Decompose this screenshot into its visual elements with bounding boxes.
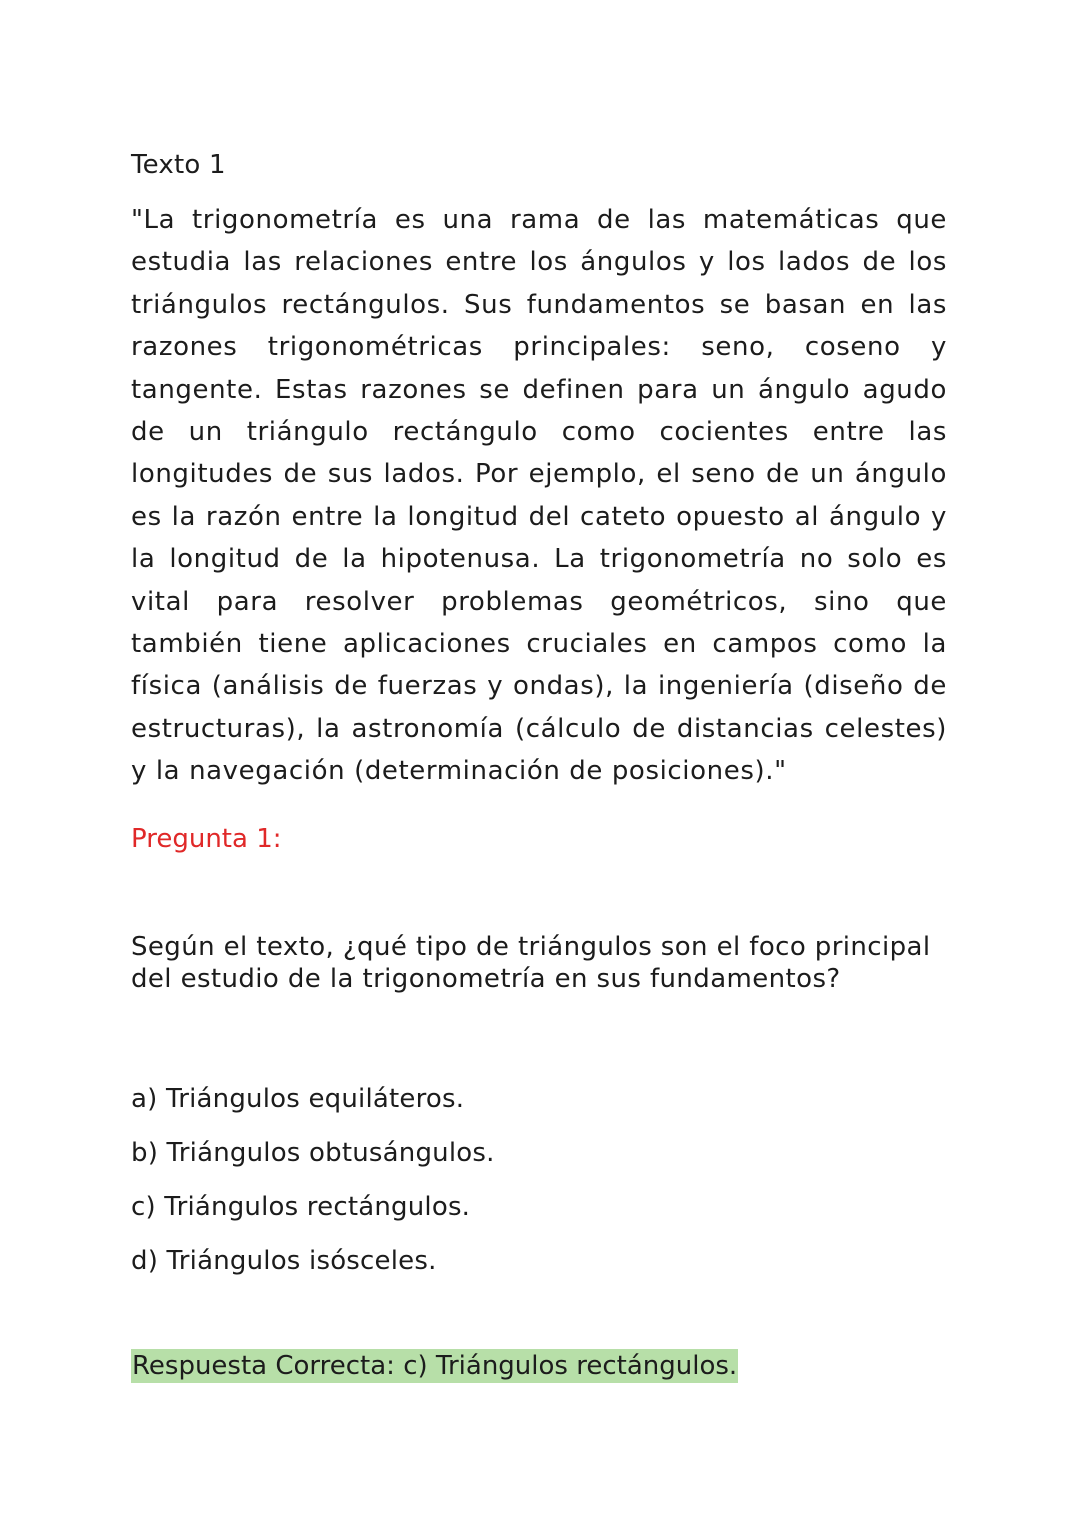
question-label: Pregunta 1: — [131, 823, 282, 854]
document-page — [131, 147, 947, 1383]
correct-answer-text: Respuesta Correcta: c) Triángulos rectángulos. — [132, 1350, 738, 1381]
question-text: Según el texto, ¿qué tipo de triángulos son el foco principal del estudio de la trigonometría en sus fundamentos? — [131, 931, 931, 994]
options-list — [131, 1081, 947, 1279]
correct-answer — [131, 1349, 947, 1383]
option-d: d) Triángulos isósceles. — [131, 1245, 437, 1276]
text-paragraph: "La trigonometría es una rama de las matemáticas que estudia las relaciones entre los ángulos y los lados de los triángulos rectángulos. Sus fundamentos se basan en las razones trigonométricas principales: seno, coseno y tangente. Estas razones se definen para un ángulo agudo de un triángulo rectángulo como cocientes entre las longitudes de sus lados. Por ejemplo, el seno de un ángulo es la razón entre la longitud del cateto opuesto al ángulo y la longitud de la hipotenusa. La trigonometría no solo es vital para resolver problemas geométricos, sino que también tiene aplicaciones cruciales en campos como la física (análisis de fuerzas y ondas), la ingeniería (diseño de estructuras), la astronomía (cálculo de distancias celestes) y la navegación (determinación de posiciones)." — [131, 205, 947, 787]
option-b: b) Triángulos obtusángulos. — [131, 1137, 495, 1168]
option-a: a) Triángulos equiláteros. — [131, 1083, 465, 1114]
option-c: c) Triángulos rectángulos. — [131, 1191, 471, 1222]
section-title: Texto 1 — [131, 150, 226, 180]
